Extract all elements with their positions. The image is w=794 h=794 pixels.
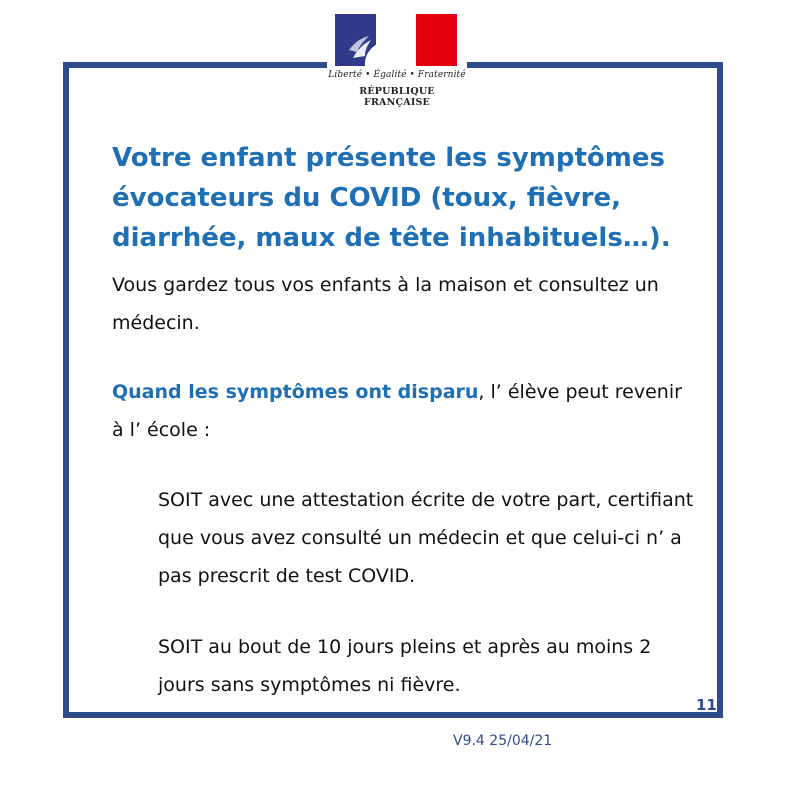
motto-text: Liberté • Égalité • Fraternité [328, 70, 466, 80]
symptoms-gone-highlight: Quand les symptômes ont disparu [112, 381, 479, 403]
paragraph-return-school [112, 373, 692, 449]
republique-francaise-text: RÉPUBLIQUE FRANÇAISE [359, 86, 435, 108]
paragraph-keep-home: Vous gardez tous vos enfants à la maison et consultez un médecin. [112, 274, 659, 334]
marianne-flag-icon [335, 14, 457, 66]
return-school-text: , l’ élève peut revenir à l’ école : [112, 381, 682, 441]
option-attestation: SOIT avec une attestation écrite de votre part, certifiant que vous avez consulté un médecin et que celui-ci n’ a pas prescrit de test COVID. [158, 489, 694, 587]
republique-francaise-logo [327, 14, 467, 106]
option-ten-days: SOIT au bout de 10 jours pleins et après au moins 2 jours sans symptômes ni fièvre. [158, 636, 652, 696]
version-date: V9.4 25/04/21 [453, 733, 553, 749]
page-number: 11 [696, 696, 717, 714]
page-title: Votre enfant présente les symptômes évocateurs du COVID (toux, fièvre, diarrhée, maux de tête inhabituels…). [112, 143, 671, 253]
